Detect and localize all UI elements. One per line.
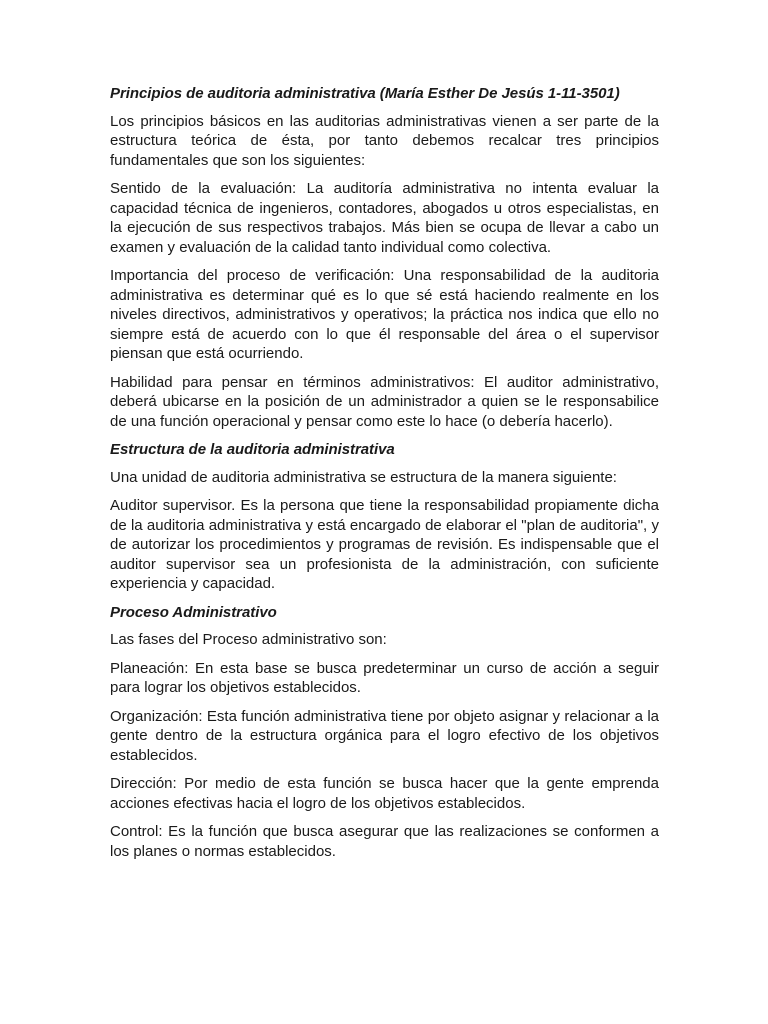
paragraph-organizacion: Organización: Esta función administrativa tiene por objeto asignar y relacionar a la gente dentro de la estructura orgánica para el logro efectivo de los objetivos establecidos. xyxy=(110,707,659,764)
paragraph-planeacion: Planeación: En esta base se busca predeterminar un curso de acción a seguir para lograr los objetivos establecidos. xyxy=(110,659,659,696)
paragraph-intro-principios: Los principios básicos en las auditorias administrativas vienen a ser parte de la estructura teórica de ésta, por tanto debemos recalcar tres principios fundamentales que son los siguientes: xyxy=(110,112,659,169)
paragraph-control: Control: Es la función que busca asegurar que las realizaciones se conformen a los planes o normas establecidos. xyxy=(110,823,659,860)
paragraph-proceso-verificacion: Importancia del proceso de verificación: Una responsabilidad de la auditoria administrativa es determinar qué es lo que sé está haciendo realmente en los niveles directivos, administrativos y operativos; la práctica nos indica que ello no siempre está de acuerdo con lo que él responsable del área o el supervisor piensan que está ocurriendo. xyxy=(110,267,659,362)
paragraph-habilidad-pensar: Habilidad para pensar en términos administrativos: El auditor administrativo, deberá ubicarse en la posición de un administrador a quien se le responsabilice de una función operacional y pensar como este lo hace (o debería hacerlo). xyxy=(110,373,659,430)
paragraph-auditor-supervisor: Auditor supervisor. Es la persona que tiene la responsabilidad propiamente dicha de la auditoria administrativa y está encargado de elaborar el "plan de auditoria", y de autorizar los procedimientos y programas de revisión. Es indispensable que el auditor supervisor sea un profesionista de la administración, con suficiente experiencia y capacidad. xyxy=(110,497,659,592)
section-heading-estructura: Estructura de la auditoria administrativa xyxy=(110,441,395,458)
paragraph-fases-intro: Las fases del Proceso administrativo son: xyxy=(110,631,387,648)
document-page xyxy=(110,84,659,870)
paragraph-intro-estructura: Una unidad de auditoria administrativa se estructura de la manera siguiente: xyxy=(110,468,617,486)
section-heading-principios: Principios de auditoria administrativa (María Esther De Jesús 1-11-3501) xyxy=(110,85,620,102)
paragraph-sentido-evaluacion: Sentido de la evaluación: La auditoría administrativa no intenta evaluar la capacidad técnica de ingenieros, contadores, abogados u otros especialistas, en la ejecución de sus respectivos trabajos. Más bien se ocupa de llevar a cabo un examen y evaluación de la calidad tanto individual como colectiva. xyxy=(110,180,659,256)
section-heading-proceso: Proceso Administrativo xyxy=(110,603,277,621)
paragraph-direccion: Dirección: Por medio de esta función se busca hacer que la gente emprenda acciones efectivas hacia el logro de los objetivos establecidos. xyxy=(110,775,659,812)
